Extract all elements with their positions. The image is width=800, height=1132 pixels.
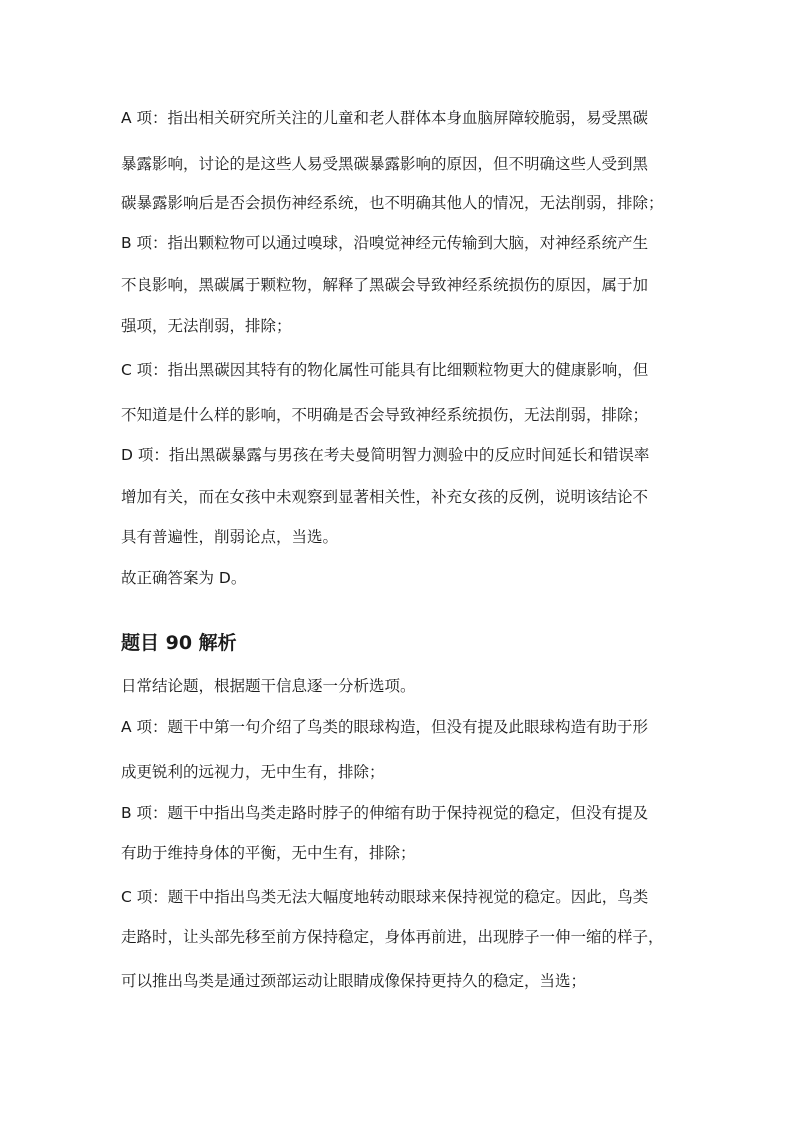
paragraph-line: 可以推出鸟类是通过颈部运动让眼睛成像保持更持久的稳定，当选； — [121, 972, 587, 990]
paragraph-line: D 项：指出黑碳暴露与男孩在考夫曼简明智力测验中的反应时间延长和错误率 — [121, 446, 650, 464]
paragraph-line: 不知道是什么样的影响，不明确是否会导致神经系统损伤，无法削弱，排除； — [121, 406, 649, 424]
paragraph-line: B 项：题干中指出鸟类走路时脖子的伸缩有助于保持视觉的稳定，但没有提及 — [121, 804, 649, 822]
paragraph-line: C 项：题干中指出鸟类无法大幅度地转动眼球来保持视觉的稳定。因此，鸟类 — [121, 888, 649, 906]
section-heading: 题目 90 解析 — [121, 632, 237, 654]
paragraph-line: 不良影响，黑碳属于颗粒物，解释了黑碳会导致神经系统损伤的原因，属于加 — [121, 276, 649, 294]
paragraph-line: A 项：题干中第一句介绍了鸟类的眼球构造，但没有提及此眼球构造有助于形 — [121, 718, 649, 736]
paragraph-line: 有助于维持身体的平衡，无中生有，排除； — [121, 844, 416, 862]
paragraph-line: 强项，无法削弱，排除； — [121, 317, 292, 335]
paragraph-line: B 项：指出颗粒物可以通过嗅球，沿嗅觉神经元传输到大脑，对神经系统产生 — [121, 234, 649, 252]
paragraph-line: 成更锐利的远视力，无中生有，排除； — [121, 763, 385, 781]
paragraph-line: A 项：指出相关研究所关注的儿童和老人群体本身血脑屏障较脆弱，易受黑碳 — [121, 109, 649, 127]
paragraph-line: 增加有关，而在女孩中未观察到显著相关性，补充女孩的反例，说明该结论不 — [121, 488, 649, 506]
paragraph-line: C 项：指出黑碳因其特有的物化属性可能具有比细颗粒物更大的健康影响，但 — [121, 361, 649, 379]
paragraph-line: 走路时，让头部先移至前方保持稳定，身体再前进，出现脖子一伸一缩的样子， — [121, 928, 664, 946]
paragraph-line: 碳暴露影响后是否会损伤神经系统，也不明确其他人的情况，无法削弱，排除； — [121, 194, 664, 212]
paragraph-line: 暴露影响，讨论的是这些人易受黑碳暴露影响的原因，但不明确这些人受到黑 — [121, 155, 649, 173]
paragraph-line: 具有普遍性，削弱论点，当选。 — [121, 528, 339, 546]
paragraph-line: 日常结论题，根据题干信息逐一分析选项。 — [121, 677, 416, 695]
answer-line: 故正确答案为 D。 — [121, 569, 247, 587]
